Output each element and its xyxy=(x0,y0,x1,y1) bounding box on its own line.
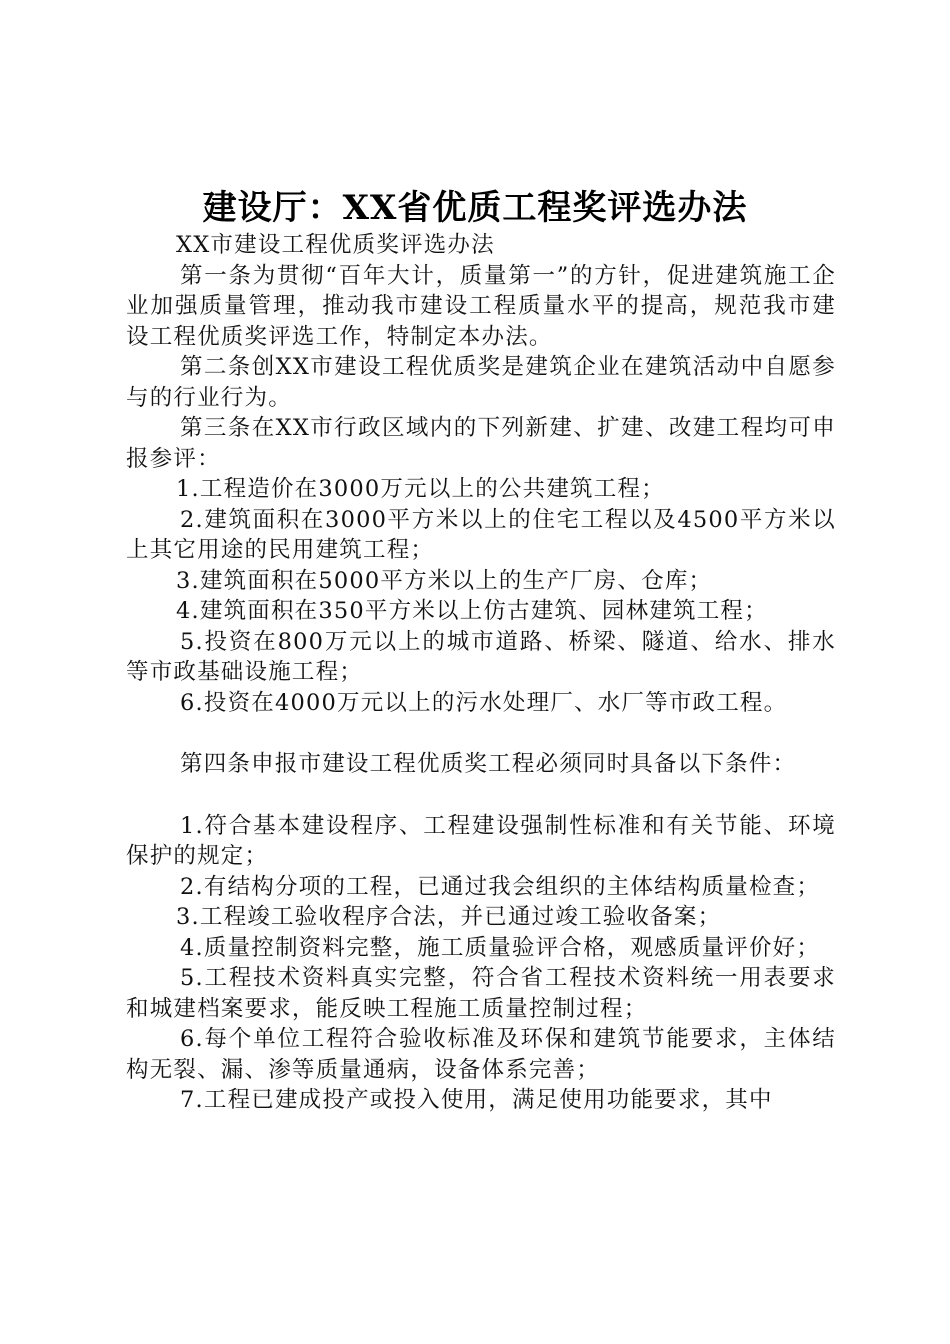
document-body xyxy=(126,230,836,1116)
paragraph-article-1: 第一条为贯彻“百年大计，质量第一”的方针，促进建筑施工企业加强质量管理，推动我市建设工程质量水平的提高，规范我市建设工程优质奖评选工作，特制定本办法。 xyxy=(126,262,836,350)
list-item-3-5: 5.投资在800万元以上的城市道路、桥梁、隧道、给水、排水等市政基础设施工程； xyxy=(126,628,836,685)
paragraph-article-3: 第三条在XX市行政区域内的下列新建、扩建、改建工程均可申报参评： xyxy=(126,415,836,472)
list-item-3-6: 6.投资在4000万元以上的污水处理厂、水厂等市政工程。 xyxy=(180,689,788,716)
list-item-4-1: 1.符合基本建设程序、工程建设强制性标准和有关节能、环境保护的规定； xyxy=(126,812,836,869)
list-item-4-5: 5.工程技术资料真实完整，符合省工程技术资料统一用表要求和城建档案要求，能反映工程施工质量控制过程； xyxy=(126,965,836,1022)
list-item-3-1: 1.工程造价在3000万元以上的公共建筑工程； xyxy=(176,476,665,502)
paragraph-article-2: 第二条创XX市建设工程优质奖是建筑企业在建筑活动中自愿参与的行业行为。 xyxy=(126,354,836,411)
document-title: 建设厅：XX省优质工程奖评选办法 xyxy=(202,188,748,228)
paragraph-article-4: 第四条申报市建设工程优质奖工程必须同时具备以下条件： xyxy=(180,751,797,777)
list-item-4-6: 6.每个单位工程符合验收标准及环保和建筑节能要求，主体结构无裂、漏、渗等质量通病，设备体系完善； xyxy=(126,1026,836,1083)
list-item-4-3: 3.工程竣工验收程序合法，并已通过竣工验收备案； xyxy=(176,904,722,930)
paragraph-spacer xyxy=(126,780,836,811)
list-item-3-4: 4.建筑面积在350平方米以上仿古建筑、园林建筑工程； xyxy=(176,598,768,624)
list-item-4-4: 4.质量控制资料完整，施工质量验评合格，观感质量评价好； xyxy=(180,934,821,961)
list-item-3-3: 3.建筑面积在5000平方米以上的生产厂房、仓库； xyxy=(176,567,713,594)
document-subtitle: XX市建设工程优质奖评选办法 xyxy=(176,232,495,258)
list-item-4-2: 2.有结构分项的工程，已通过我会组织的主体结构质量检查； xyxy=(180,873,821,900)
list-item-4-7: 7.工程已建成投产或投入使用，满足使用功能要求，其中 xyxy=(180,1087,773,1113)
paragraph-spacer xyxy=(126,718,836,749)
list-item-3-2: 2.建筑面积在3000平方米以上的住宅工程以及4500平方米以上其它用途的民用建筑工程； xyxy=(126,506,836,563)
